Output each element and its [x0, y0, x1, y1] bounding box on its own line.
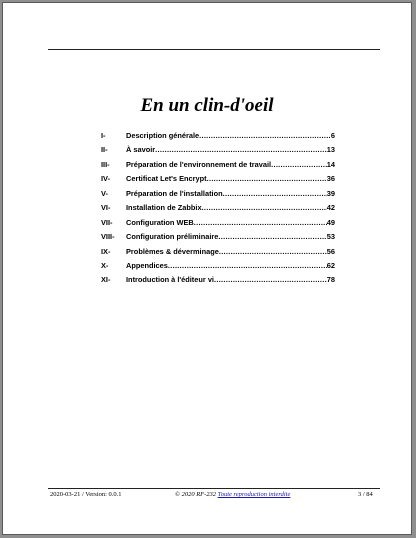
toc-entry[interactable]: [101, 261, 335, 275]
footer-page-indicator: 3 / 84: [358, 491, 373, 498]
toc-leader-dots: [194, 218, 327, 227]
table-of-contents: [101, 131, 335, 290]
toc-entry-page: 6: [330, 131, 335, 140]
toc-entry[interactable]: [101, 160, 335, 174]
toc-entry-number: V-: [101, 188, 108, 198]
toc-entry-page: 39: [326, 188, 335, 198]
toc-entry-page: 14: [326, 159, 335, 169]
toc-leader-dots: [155, 145, 327, 154]
toc-entry-number: I-: [101, 131, 106, 140]
header-rule: [48, 49, 380, 50]
toc-entry-number: II-: [101, 145, 108, 155]
toc-leader-dots: [199, 131, 331, 140]
toc-entry-number: XI-: [101, 275, 111, 285]
rights-link[interactable]: Toute reproduction interdite: [217, 491, 291, 498]
toc-leader-dots: [202, 203, 327, 212]
toc-entry-title: Préparation de l'installation: [126, 188, 223, 198]
toc-entry[interactable]: [101, 247, 335, 261]
toc-entry-page: 49: [326, 217, 335, 227]
toc-entry[interactable]: [101, 174, 335, 188]
toc-entry-number: III-: [101, 159, 110, 169]
toc-entry-page: 78: [326, 275, 335, 285]
toc-entry-number: IV-: [101, 174, 111, 184]
footer-copyright: [175, 491, 290, 498]
toc-entry-title: Description générale: [126, 131, 200, 140]
toc-entry[interactable]: [101, 131, 335, 145]
toc-entry-page: 42: [326, 203, 335, 213]
toc-leader-dots: [214, 275, 327, 284]
footer-date-version: 2020-03-21 / Version: 0.0.1: [50, 491, 122, 498]
toc-entry-title: Configuration préliminaire: [126, 232, 219, 242]
toc-entry[interactable]: [101, 145, 335, 159]
toc-leader-dots: [271, 160, 327, 169]
toc-entry-page: 13: [326, 145, 335, 155]
toc-entry[interactable]: [101, 218, 335, 232]
toc-entry-title: Introduction à l'éditeur vi: [126, 275, 214, 285]
toc-entry-page: 62: [326, 260, 335, 270]
toc-entry[interactable]: [101, 203, 335, 217]
toc-leader-dots: [218, 232, 326, 241]
toc-entry-number: X-: [101, 260, 109, 270]
toc-entry-title: Installation de Zabbix: [126, 203, 202, 213]
toc-entry-title: Problèmes & déverminage: [126, 246, 219, 256]
toc-leader-dots: [223, 189, 327, 198]
toc-entry-number: VII-: [101, 217, 113, 227]
toc-entry-page: 56: [326, 246, 335, 256]
toc-entry-number: VIII-: [101, 232, 115, 242]
copyright-text: © 2020 RF-232: [175, 491, 217, 498]
toc-leader-dots: [168, 261, 327, 270]
toc-leader-dots: [219, 247, 327, 256]
footer-rule: [48, 488, 380, 489]
document-page: [2, 2, 412, 535]
toc-entry[interactable]: [101, 189, 335, 203]
toc-entry-page: 53: [326, 232, 335, 242]
toc-entry-title: Configuration WEB: [126, 217, 194, 227]
toc-entry-number: IX-: [101, 246, 111, 256]
toc-entry-title: Appendices: [126, 260, 168, 270]
toc-entry[interactable]: [101, 232, 335, 246]
toc-entry-title: Préparation de l'environnement de travail: [126, 159, 272, 169]
toc-entry[interactable]: [101, 275, 335, 289]
toc-entry-title: À savoir: [126, 145, 156, 155]
toc-entry-number: VI-: [101, 203, 111, 213]
toc-leader-dots: [207, 174, 327, 183]
page-title: En un clin-d'oeil: [140, 95, 274, 116]
toc-entry-title: Certificat Let's Encrypt: [126, 174, 207, 184]
toc-entry-page: 36: [326, 174, 335, 184]
